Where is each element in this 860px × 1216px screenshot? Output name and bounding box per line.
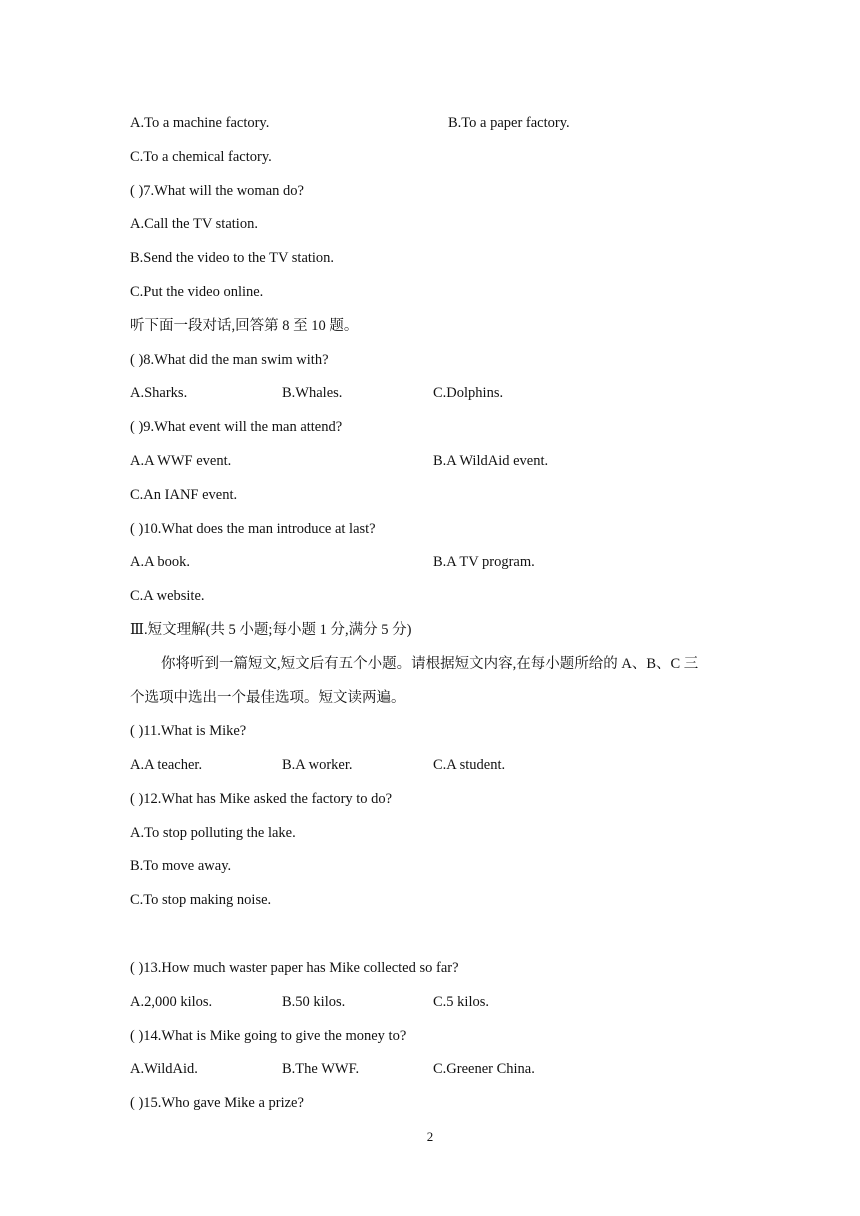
q7-option-a: A.Call the TV station.	[130, 216, 258, 232]
q14-option-c: C.Greener China.	[433, 1061, 535, 1077]
q6-option-c: C.To a chemical factory.	[130, 149, 272, 165]
q13-stem: ( )13.How much waster paper has Mike collected so far?	[130, 960, 459, 976]
q7-option-c: C.Put the video online.	[130, 284, 264, 300]
q11-option-a: A.A teacher.	[130, 757, 203, 773]
q14-option-a: A.WildAid.	[130, 1061, 198, 1077]
q7-stem: ( )7.What will the woman do?	[130, 183, 304, 199]
q12-option-b: B.To move away.	[130, 858, 232, 874]
q10-stem: ( )10.What does the man introduce at last?	[130, 521, 376, 537]
q9-option-b: B.A WildAid event.	[433, 453, 549, 469]
q13-option-b: B.50 kilos.	[282, 994, 346, 1010]
q6-option-b: B.To a paper factory.	[448, 115, 570, 131]
q8-option-a: A.Sharks.	[130, 385, 188, 401]
section3-instructions-line1: 你将听到一篇短文,短文后有五个小题。请根据短文内容,在每小题所给的 A、B、C 三	[161, 656, 699, 672]
section3-heading: Ⅲ.短文理解(共 5 小题;每小题 1 分,满分 5 分)	[130, 622, 412, 638]
q10-option-a: A.A book.	[130, 554, 191, 570]
q6-option-a: A.To a machine factory.	[130, 115, 270, 131]
q11-stem: ( )11.What is Mike?	[130, 723, 247, 739]
q10-option-c: C.A website.	[130, 588, 205, 604]
q13-option-a: A.2,000 kilos.	[130, 994, 213, 1010]
q14-option-b: B.The WWF.	[282, 1061, 360, 1077]
q15-stem: ( )15.Who gave Mike a prize?	[130, 1095, 304, 1111]
section3-instructions-line2: 个选项中选出一个最佳选项。短文读两遍。	[130, 690, 406, 706]
q9-option-c: C.An IANF event.	[130, 487, 238, 503]
q8-option-c: C.Dolphins.	[433, 385, 504, 401]
q12-option-c: C.To stop making noise.	[130, 892, 272, 908]
q12-option-a: A.To stop polluting the lake.	[130, 825, 296, 841]
q14-stem: ( )14.What is Mike going to give the money to?	[130, 1028, 407, 1044]
q13-option-c: C.5 kilos.	[433, 994, 489, 1010]
q10-option-b: B.A TV program.	[433, 554, 535, 570]
q11-option-c: C.A student.	[433, 757, 506, 773]
q8-option-b: B.Whales.	[282, 385, 343, 401]
q7-option-b: B.Send the video to the TV station.	[130, 250, 335, 266]
q12-stem: ( )12.What has Mike asked the factory to do?	[130, 791, 393, 807]
q9-stem: ( )9.What event will the man attend?	[130, 419, 343, 435]
q11-option-b: B.A worker.	[282, 757, 353, 773]
dialog-intro: 听下面一段对话,回答第 8 至 10 题。	[130, 318, 359, 334]
page-number: 2	[426, 1129, 434, 1144]
q9-option-a: A.A WWF event.	[130, 453, 232, 469]
q8-stem: ( )8.What did the man swim with?	[130, 352, 329, 368]
